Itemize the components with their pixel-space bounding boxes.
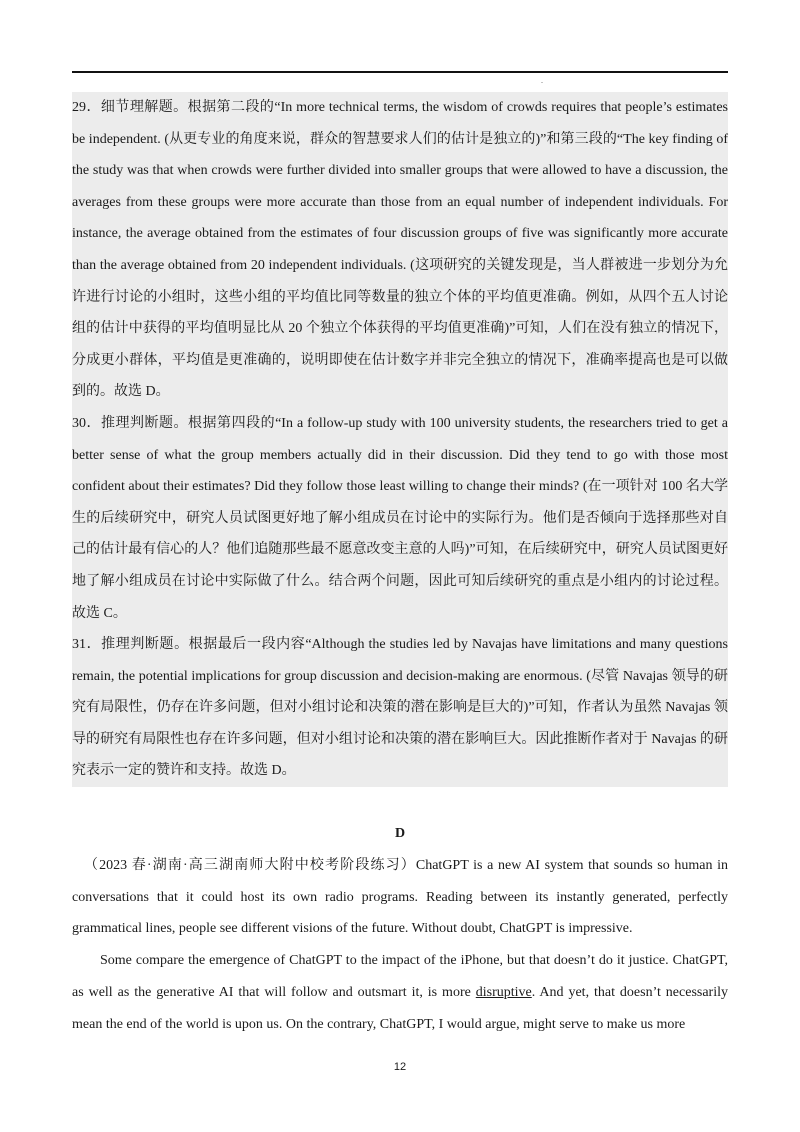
page-number: 12 bbox=[393, 1061, 407, 1073]
answer-analysis-block bbox=[72, 92, 728, 787]
passage-paragraph-2 bbox=[72, 945, 728, 1040]
header-rule bbox=[72, 71, 728, 73]
paragraph-2-text-after: . And yet, that doesn’t necessarily mean the end of the world is upon us. On the contrary, ChatGPT, I would argue, might serve to make us more bbox=[72, 984, 729, 1032]
analysis-q30: 30．推理判断题。根据第四段的“In a follow-up study with 100 university students, the researchers tried to get a better sense of what the group members actually did in their discussion. Did they tend to go with those most confident about their estimates? Did they follow those least willing to change their minds? (在一项针对 100 名大学生的后续研究中，研究人员试图更好地了解小组成员在讨论中的实际行为。他们是否倾向于选择那些对自己的估计最有信心的人？他们追随那些最不愿意改变主意的人吗)”可知，在后续研究中，研究人员试图更好地了解小组成员在讨论中实际做了什么。结合两个问题，因此可知后续研究的重点是小组内的讨论过程。故选 C。 bbox=[72, 415, 728, 621]
analysis-q29: 29．细节理解题。根据第二段的“In more technical terms, the wisdom of crowds requires that people’s estimates be independent. (从更专业的角度来说，群众的智慧要求人们的估计是独立的)”和第三段的“The key finding of the study was that when crowds were further divided into smaller groups that were allowed to have a discussion, the averages from these groups were more accurate than those from an equal number of independent individuals. For instance, the average obtained from the estimates of four discussion groups of five was significantly more accurate than the average obtained from 20 independent individuals. (这项研究的关键发现是，当人群被进一步划分为允许进行讨论的小组时，这些小组的平均值比同等数量的独立个体的平均值更准确。例如，从四个五人讨论组的估计中获得的平均值明显比从 20 个独立个体获得的平均值更准确)”可知，人们在没有独立的情况下，分成更小群体，平均值是更准确的，说明即使在估计数字并非完全独立的情况下，准确率提高也是可以做到的。故选 D。 bbox=[72, 100, 728, 400]
section-letter: D bbox=[394, 826, 406, 841]
passage-paragraph-1: （2023 春·湖南·高三湖南师大附中校考阶段练习）ChatGPT is a new AI system that sounds so human in conversations that it could host its own radio programs. Reading between its instantly generated, perfectly grammatical lines, people see different visions of the future. Without doubt, ChatGPT is impressive. bbox=[72, 858, 728, 937]
underlined-word: disruptive bbox=[475, 984, 532, 1000]
paragraph-2-text-before: Some compare the emergence of ChatGPT to the impact of the iPhone, but that doesn’t do it justice. ChatGPT, as well as the generative AI that will follow and outsmart it, is more bbox=[72, 953, 728, 1000]
analysis-q31: 31．推理判断题。根据最后一段内容“Although the studies led by Navajas have limitations and many questions remain, the potential implications for group discussion and decision-making are enormous. (尽管 Navajas 领导的研究有局限性，仍存在许多问题，但对小组讨论和决策的潜在影响是巨大的)”可知，作者认为虽然 Navajas 领导的研究有局限性也存在许多问题，但对小组讨论和决策的潜在影响巨大。因此推断作者对于 Navajas 的研究表示一定的赞许和支持。故选 D。 bbox=[72, 637, 728, 779]
header-mark: . bbox=[541, 76, 543, 85]
reading-passage bbox=[72, 850, 728, 1040]
